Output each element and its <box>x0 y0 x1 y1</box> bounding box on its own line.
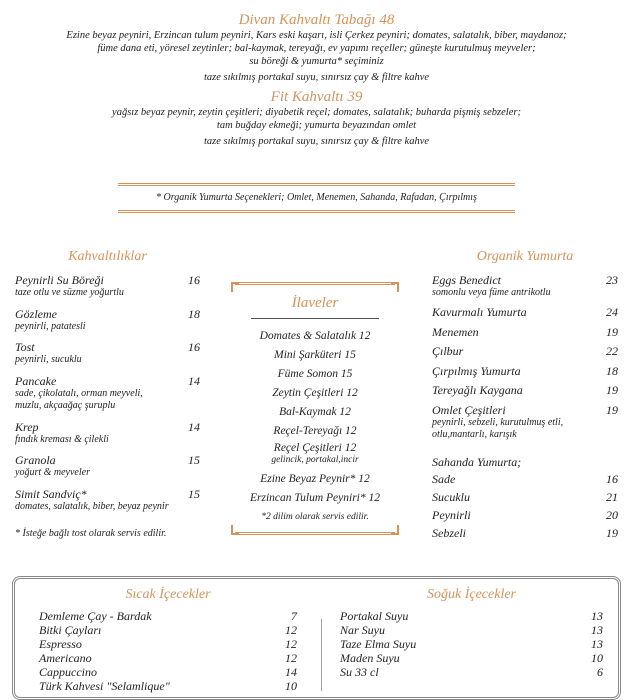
menu-item <box>15 420 200 454</box>
drink-item <box>39 623 297 637</box>
item-price: 18 <box>188 306 200 321</box>
ilaveler-sub: gelincik, portakal,incir <box>271 455 359 465</box>
item-name: Sebzeli <box>432 525 466 540</box>
fit-desc: yağsız beyaz peynir, zeytin çeşitleri; diyabetik reçel; domates, salatalık; buharda pişmiş sebzeler; <box>112 107 521 118</box>
menu-item-row <box>15 273 200 287</box>
item-name: Gözleme <box>15 306 57 321</box>
item-name: Simit Sandviç* <box>15 486 87 501</box>
item-price: 6 <box>597 665 603 679</box>
fit-title: Fit Kahvaltı 39 <box>270 89 363 105</box>
item-price: 15 <box>188 486 200 501</box>
menu-item-row <box>432 364 618 378</box>
drink-item <box>340 609 603 623</box>
fit-desc: tam buğday ekmeği; yumurta beyazından omlet <box>216 120 417 131</box>
cold-drinks <box>340 587 603 679</box>
item-name: Menemen <box>432 324 479 339</box>
menu-item-row <box>15 420 200 434</box>
menu-item-row <box>432 344 618 358</box>
menu-item <box>15 307 200 341</box>
menu-item <box>15 453 200 487</box>
item-price: 16 <box>188 273 200 287</box>
item-price: 15 <box>188 453 200 467</box>
item-name: Tereyağlı Kaygana <box>432 383 523 397</box>
drink-item <box>39 609 297 623</box>
menu-item <box>432 383 618 403</box>
organik-list <box>432 273 618 543</box>
item-price: 18 <box>606 363 618 378</box>
item-price: 14 <box>285 665 297 679</box>
menu-item <box>15 487 200 521</box>
divan-desc: su böreği & yumurta* seçiminiz <box>249 56 384 67</box>
item-name: Demleme Çay - Bardak <box>39 609 152 623</box>
ilaveler-title: İlaveler <box>291 295 339 311</box>
menu-item <box>15 374 200 420</box>
menu-item-desc: taze otlu ve süzme yoğurtlu <box>15 287 124 298</box>
item-name: Kavurmalı Yumurta <box>432 305 527 319</box>
drink-item <box>39 651 297 665</box>
item-price: 21 <box>606 490 618 505</box>
item-price: 13 <box>591 609 603 623</box>
drink-item <box>340 623 603 637</box>
ilave-item: Bal-Kaymak 12 <box>279 406 351 418</box>
menu-item-row <box>15 453 200 467</box>
item-name: Eggs Benedict <box>432 273 501 287</box>
ilave-item: Domates & Salatalık 12 <box>259 330 371 342</box>
menu-item-row <box>432 403 618 417</box>
item-price: 19 <box>606 525 618 540</box>
menu-item <box>432 325 618 345</box>
hot-drinks <box>39 587 297 693</box>
menu-item-row <box>432 325 618 339</box>
item-name: Taze Elma Suyu <box>340 637 417 651</box>
divan-desc: Ezine beyaz peyniri, Erzincan tulum peyniri, Kars eski kaşarı, isli Çerkez peyniri; domates, salatalık, biber, maydanoz; <box>66 30 567 41</box>
item-price: 13 <box>591 637 603 651</box>
item-name: Türk Kahvesi "Selamlique" <box>39 679 170 693</box>
item-name: Americano <box>39 651 92 665</box>
ilave-item: Reçel-Tereyağı 12 <box>273 425 357 437</box>
item-price: 16 <box>188 340 200 354</box>
fit-desc: taze sıkılmış portakal suyu, sınırsız çay & filtre kahve <box>203 136 430 147</box>
menu-item-row <box>432 508 618 522</box>
item-name: Çırpılmış Yumurta <box>432 363 521 378</box>
egg-options-note: * Organik Yumurta Seçenekleri; Omlet, Menemen, Sahanda, Rafadan, Çırpılmış <box>118 183 515 213</box>
menu-item-row <box>432 472 618 486</box>
menu-item-row <box>15 487 200 501</box>
item-name: Su 33 cl <box>340 665 379 679</box>
item-price: 10 <box>285 679 297 693</box>
item-name: Tost <box>15 340 35 354</box>
menu-item <box>432 273 618 305</box>
divider <box>321 619 322 691</box>
item-price: 10 <box>591 651 603 665</box>
menu-item-row <box>432 383 618 397</box>
cold-drinks-title: Soğuk İçecekler <box>427 587 516 602</box>
item-name: Peynirli Su Böreği <box>15 273 104 287</box>
ilave-item: Reçel Çeşitleri 12 <box>273 442 357 454</box>
menu-item-row <box>432 273 618 287</box>
menu-item-desc: sade, çikolatalı, orman meyveli, muzlu, akçaağaç şuruplu <box>15 387 143 411</box>
item-price: 14 <box>188 373 200 388</box>
menu-item <box>432 364 618 384</box>
item-price: 19 <box>606 324 618 339</box>
item-name: Portakal Suyu <box>340 609 409 623</box>
menu-item-desc: peynirli, patatesli <box>15 320 86 332</box>
ilaveler-note: *2 dilim olarak servis edilir. <box>261 512 369 522</box>
menu-item <box>432 403 618 455</box>
item-price: 13 <box>591 623 603 637</box>
item-price: 23 <box>606 273 618 287</box>
ilave-item: Mini Şarküteri 15 <box>274 349 356 361</box>
item-name: Granola <box>15 453 56 467</box>
divan-breakfast <box>0 11 633 148</box>
drink-item <box>39 679 297 693</box>
item-name: Nar Suyu <box>340 623 385 637</box>
item-name: Pancake <box>15 373 57 388</box>
drink-item <box>340 665 603 679</box>
menu-item-desc: domates, salatalık, biber, beyaz peynir <box>15 500 169 512</box>
item-price: 12 <box>285 623 297 637</box>
menu-item-row <box>15 307 200 321</box>
item-price: 14 <box>188 419 200 434</box>
organik-title: Organik Yumurta <box>476 249 574 264</box>
item-price: 22 <box>606 344 618 358</box>
drink-item <box>340 637 603 651</box>
menu-item-desc: peynirli, sucuklu <box>15 354 82 365</box>
menu-item-row <box>432 305 618 319</box>
kahvaltiliklar-note: * İsteğe bağlı tost olarak servis edilir. <box>15 528 167 539</box>
item-name: Krep <box>15 419 39 434</box>
drink-item <box>340 651 603 665</box>
item-name: Sade <box>432 472 456 487</box>
ilaveler-box <box>235 282 395 535</box>
divan-desc: füme dana eti, yöresel zeytinler; bal-kaymak, tereyağı, ev yapımı reçeller; güneşte kurutulmuş meyveler; <box>97 43 536 54</box>
item-name: Peynirli <box>432 507 471 522</box>
menu-item <box>432 490 618 508</box>
menu-item <box>432 472 618 490</box>
menu-item <box>432 305 618 325</box>
item-name: Bitki Çayları <box>39 623 102 637</box>
item-name: Sucuklu <box>432 490 470 505</box>
menu-item-desc: somonlu veya füme antrikotlu <box>432 287 551 298</box>
menu-item-row <box>15 340 200 354</box>
menu-item-row <box>432 490 618 504</box>
drinks-box <box>12 576 621 700</box>
drink-item <box>39 637 297 651</box>
ilave-item: Füme Somon 15 <box>277 368 353 380</box>
ilave-item: Erzincan Tulum Peyniri* 12 <box>249 492 380 504</box>
item-price: 7 <box>291 609 297 623</box>
kahvaltiliklar-list <box>15 273 200 520</box>
item-price: 16 <box>606 472 618 487</box>
ilave-item: Zeytin Çeşitleri 12 <box>272 387 358 399</box>
drink-item <box>39 665 297 679</box>
menu-item <box>432 344 618 364</box>
menu-item <box>432 526 618 544</box>
kahvaltiliklar-title: Kahvaltılıklar <box>68 249 147 264</box>
menu-item-row <box>15 374 200 388</box>
menu-item-desc: fındık kreması & çilekli <box>15 433 109 445</box>
menu-item <box>15 273 200 307</box>
hot-drinks-title: Sıcak İçecekler <box>125 587 211 602</box>
item-price: 12 <box>285 637 297 651</box>
divan-title: Divan Kahvaltı Tabağı 48 <box>238 12 395 28</box>
item-name: Çılbur <box>432 344 464 358</box>
item-name: Maden Suyu <box>340 651 400 665</box>
divider <box>251 318 379 319</box>
item-price: 24 <box>606 305 618 319</box>
item-name: Espresso <box>39 637 82 651</box>
menu-item <box>15 340 200 374</box>
item-name: Cappuccino <box>39 665 97 679</box>
menu-item-desc: yoğurt & meyveler <box>15 467 90 478</box>
ilave-item: Ezine Beyaz Peynir* 12 <box>260 473 370 485</box>
menu-item <box>432 508 618 526</box>
item-price: 12 <box>285 651 297 665</box>
menu-item-desc: peynirli, sebzeli, kurutulmuş etli, otlu,mantarlı, karışık <box>432 416 564 440</box>
divan-desc: taze sıkılmış portakal suyu, sınırsız çay & filtre kahve <box>203 72 430 83</box>
menu-item-row <box>432 526 618 540</box>
item-price: 19 <box>606 383 618 397</box>
sahanda-title: Sahanda Yumurta; <box>432 454 522 469</box>
item-price: 20 <box>606 507 618 522</box>
item-name: Omlet Çeşitleri <box>432 402 506 417</box>
item-price: 19 <box>606 402 618 417</box>
